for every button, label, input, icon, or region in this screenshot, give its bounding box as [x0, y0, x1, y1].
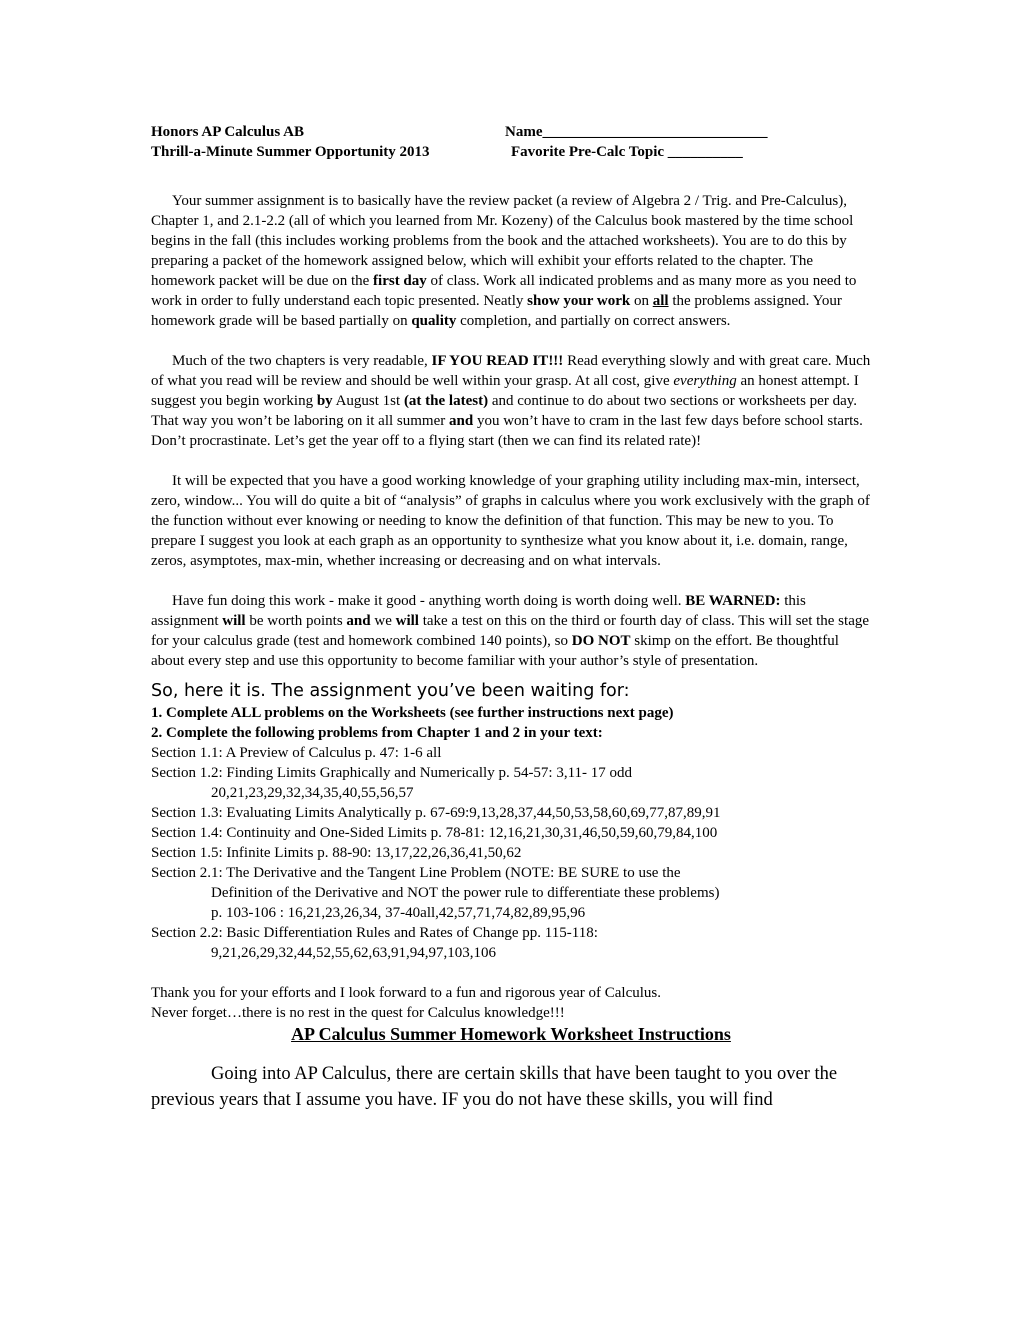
paragraph-summer-assignment: Your summer assignment is to basically have the review packet (a review of Algebra 2 / Trig. and Pre-Calculus), Chapter 1, and 2.1-2.2 (all of which you learned from Mr. Kozeny) of the Calculus book mastered by the time school begins in the fall (this includes working problems from the book and the attached worksheets). You are to do this by preparing a packet of the homework assigned below, which will exhibit your efforts related to the chapter. The homework packet will be due on the first day of class. Work all indicated problems and as many more as you need to work in order to fully understand each topic presented. Neatly show your work on all the problems assigned. Your homework grade will be based partially on quality completion, and partially on correct answers.: [151, 193, 857, 329]
closing-never-forget: Never forget…there is no rest in the quest for Calculus knowledge!!!: [151, 1005, 565, 1021]
name-field-label: Name______________________________: [505, 124, 768, 140]
assignment-heading: So, here it is. The assignment you’ve been waiting for:: [151, 681, 630, 701]
course-title: Honors AP Calculus AB: [151, 124, 304, 140]
section-1-2: Section 1.2: Finding Limits Graphically and Numerically p. 54-57: 3,11- 17 odd: [151, 765, 633, 781]
section-1-4: Section 1.4: Continuity and One-Sided Limits p. 78-81: 12,16,21,30,31,46,50,59,60,79,84,100: [151, 825, 718, 841]
subtitle: Thrill-a-Minute Summer Opportunity 2013: [151, 144, 430, 160]
favorite-topic-label: Favorite Pre-Calc Topic __________: [511, 144, 743, 160]
section-2-2-problems: 9,21,26,29,32,44,52,55,62,63,91,94,97,103,106: [211, 945, 496, 961]
paragraph-graphing-utility: It will be expected that you have a good working knowledge of your graphing utility including max-min, intersect, zero, window... You will do quite a bit of “analysis” of graphs in calculus where you work exclusively with the graph of the function without ever knowing or needing to know the definition of that function. This may be new to you. To prepare I suggest you look at each graph as an opportunity to synthesize what you know about it, i.e. domain, range, zeros, asymptotes, max-min, whether increasing or decreasing and on what intervals.: [151, 473, 870, 569]
worksheet-instructions-title: AP Calculus Summer Homework Worksheet Instructions: [291, 1024, 731, 1044]
document-page: [151, 122, 871, 1113]
section-1-2-continued: 20,21,23,29,32,34,35,40,55,56,57: [211, 785, 414, 801]
step-2: 2. Complete the following problems from Chapter 1 and 2 in your text:: [151, 725, 603, 741]
step-1: 1. Complete ALL problems on the Worksheets (see further instructions next page): [151, 705, 674, 721]
section-1-5: Section 1.5: Infinite Limits p. 88-90: 13,17,22,26,36,41,50,62: [151, 845, 522, 861]
section-2-2: Section 2.2: Basic Differentiation Rules and Rates of Change pp. 115-118:: [151, 925, 598, 941]
header-row-1: [151, 122, 871, 142]
paragraph-reading: Much of the two chapters is very readable, IF YOU READ IT!!! Read everything slowly and with great care. Much of what you read will be review and should be well within your grasp. At all cost, give everything an honest attempt. I suggest you begin working by August 1st (at the latest) and continue to do about two sections or worksheets per day. That way you won’t be laboring on it all summer and you won’t have to cram in the last few days before school starts. Don’t procrastinate. Let’s get the year off to a flying start (then we can find its related rate)!: [151, 353, 871, 449]
section-2-1-note: Definition of the Derivative and NOT the power rule to differentiate these problems): [211, 885, 720, 901]
header-row-2: [151, 142, 871, 162]
paragraph-warning: Have fun doing this work - make it good - anything worth doing is worth doing well. BE WARNED: this assignment will be worth points and we will take a test on this on the third or fourth day of class. This will set the stage for your calculus grade (test and homework combined 140 points), so DO NOT skimp on the effort. Be thoughtful about every step and use this opportunity to become familiar with your author’s style of presentation.: [151, 593, 870, 669]
section-2-1-problems: p. 103-106 : 16,21,23,26,34, 37-40all,42,57,71,74,82,89,95,96: [211, 905, 586, 921]
worksheet-intro-paragraph: Going into AP Calculus, there are certain skills that have been taught to you over the previous years that I assume you have. IF you do not have these skills, you will find: [151, 1064, 838, 1110]
closing-thanks: Thank you for your efforts and I look forward to a fun and rigorous year of Calculus.: [151, 985, 661, 1001]
section-1-3: Section 1.3: Evaluating Limits Analytically p. 67-69:9,13,28,37,44,50,53,58,60,69,77,87,89,91: [151, 805, 721, 821]
section-1-1: Section 1.1: A Preview of Calculus p. 47: 1-6 all: [151, 745, 442, 761]
section-2-1: Section 2.1: The Derivative and the Tangent Line Problem (NOTE: BE SURE to use the: [151, 865, 681, 881]
